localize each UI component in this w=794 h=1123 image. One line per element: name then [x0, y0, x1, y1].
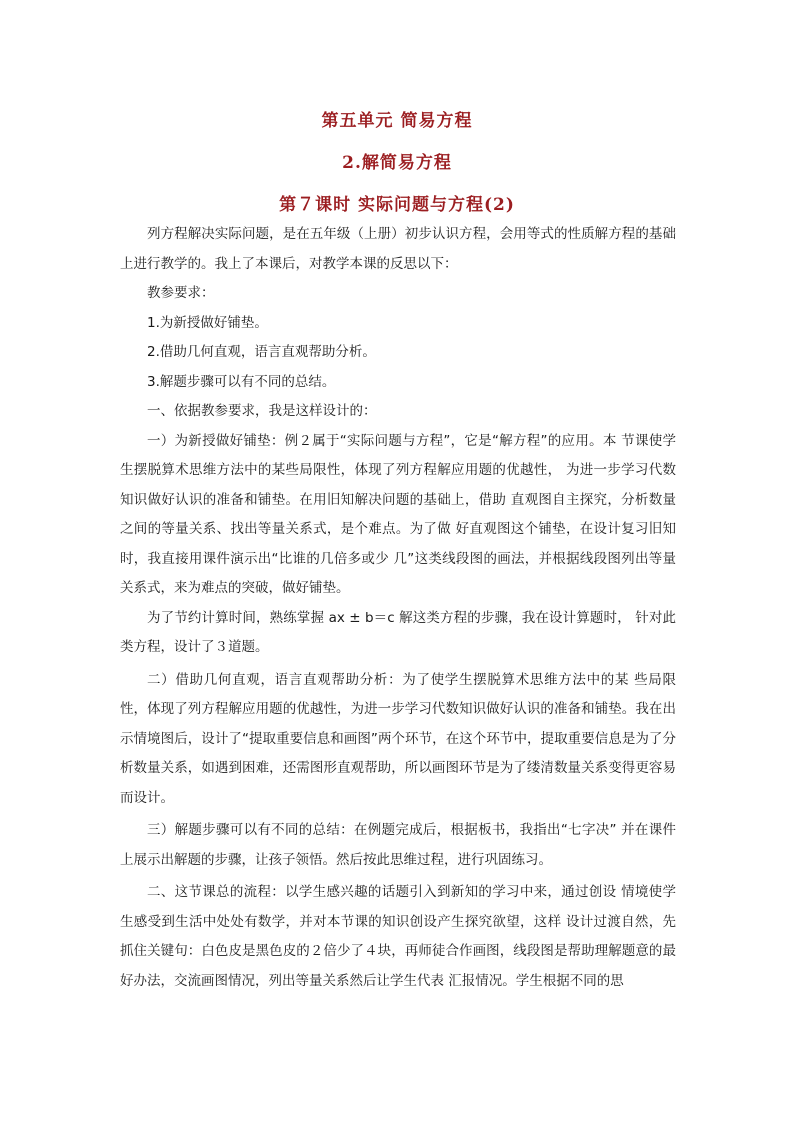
- paragraph-intro: 列方程解决实际问题，是在五年级（上册）初步认识方程，会用等式的性质解方程的基础上进行教学的。我上了本课后，对教学本课的反思以下：: [120, 226, 676, 272]
- unit-title: 第五单元 简易方程: [321, 111, 473, 131]
- paragraph-requirements-heading: 教参要求：: [147, 285, 215, 301]
- lesson-title: 第７课时 实际问题与方程(2): [279, 195, 515, 215]
- paragraph-design-2: 二）借助几何直观，语言直观帮助分析：为了使学生摆脱算术思维方法中的某 些局限性，体现了列方程解应用题的优越性，为进一步学习代数知识做好认识的准备和铺垫。我在出示情境图后，设计了“提取重要信息和画图”两个环节，在这个环节中，提取重要信息是为了分析数量关系，如遇到困难，还需图形直观帮助，所以画图环节是为了缕清数量关系变得更容易而设计。: [120, 671, 676, 806]
- paragraph-requirement-1: 1.为新授做好铺垫。: [147, 314, 268, 331]
- paragraph-requirement-3: 3.解题步骤可以有不同的总结。: [147, 373, 336, 390]
- document-body: [120, 220, 676, 996]
- paragraph-design-3: 三）解题步骤可以有不同的总结：在例题完成后，根据板书，我指出“七字决” 并在课件上展示出解题的步骤，让孩子领悟。然后按此思维过程，进行巩固练习。: [120, 822, 676, 868]
- paragraph-design-heading: 一、依据教参要求，我是这样设计的：: [147, 403, 377, 419]
- paragraph-requirement-2: 2.借助几何直观，语言直观帮助分析。: [147, 344, 376, 360]
- paragraph-calc: 为了节约计算时间，熟练掌握 ax ± b＝c 解这类方程的步骤，我在设计算题时， 针对此类方程，设计了３道题。: [120, 609, 676, 655]
- paragraph-design-1: 一）为新授做好铺垫：例２属于“实际问题与方程”，它是“解方程”的应用。本 节课使学生摆脱算术思维方法中的某些局限性，体现了列方程解应用题的优越性， 为进一步学习代数知识做好认识的准备和铺垫。在用旧知解决问题的基础上，借助 直观图自主探究，分析数量之间的等量关系、找出等量关系式，是个难点。为了做 好直观图这个铺垫，在设计复习旧知时，我直接用课件演示出“比谁的几倍多或少 几”这类线段图的画法，并根据线段图列出等量关系式，来为难点的突破，做好铺垫。: [120, 432, 676, 596]
- section-title: 2.解简易方程: [342, 153, 452, 173]
- paragraph-flow: 二、这节课总的流程：以学生感兴趣的话题引入到新知的学习中来，通过创设 情境使学生感受到生活中处处有数学，并对本节课的知识创设产生探究欲望，这样 设计过渡自然，先抓住关键句：白色皮是黑色皮的２倍少了４块，再师徒合作画图，线段图是帮助理解题意的最好办法，交流画图情况，列出等量关系然后让学生代表 汇报情况。学生根据不同的思: [120, 884, 676, 989]
